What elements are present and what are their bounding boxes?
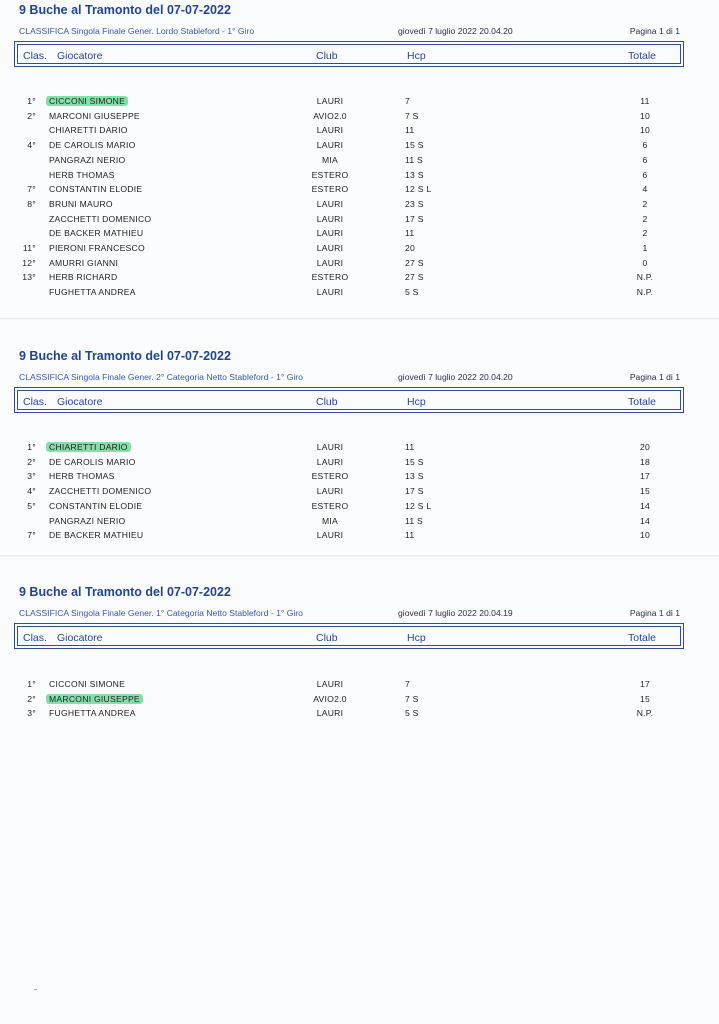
row-position: 1° (27, 679, 36, 689)
row-hcp: 11 (405, 530, 415, 541)
row-position: 2° (27, 110, 36, 121)
row-player: ZACCHETTI DOMENICO (49, 486, 152, 497)
table-row (0, 125, 719, 140)
table-row (0, 214, 719, 229)
row-total: 2 (642, 213, 648, 224)
table-row (0, 708, 719, 723)
row-player: CICCONI SIMONE (46, 96, 128, 106)
table-row (0, 501, 719, 516)
table-row (0, 96, 719, 111)
row-club: LAURI (316, 96, 344, 106)
header-clas: Clas. (23, 632, 47, 644)
row-player: PANGRAZI NERIO (49, 154, 126, 165)
report-date: giovedì 7 luglio 2022 20.04.20 (398, 372, 513, 382)
report-title: 9 Buche al Tramonto del 07-07-2022 (19, 3, 231, 17)
row-total: 2 (642, 198, 648, 209)
row-club: ESTERO (311, 471, 349, 482)
table-row (0, 111, 719, 126)
row-total: 20 (639, 442, 651, 452)
row-hcp: 11 (405, 228, 415, 239)
row-total: 1 (642, 243, 648, 253)
table-row (0, 471, 719, 486)
row-player: HERB RICHARD (49, 272, 118, 283)
row-player: PIERONI FRANCESCO (49, 243, 145, 253)
row-player: MARCONI GIUSEPPE (49, 110, 140, 121)
row-position: 7° (27, 530, 36, 541)
table-row (0, 516, 719, 531)
row-hcp: 7 (405, 96, 411, 106)
report-subtitle: CLASSIFICA Singola Finale Gener. 1° Categoria Netto Stableford - 1° Giro (19, 608, 303, 618)
header-giocatore: Giocatore (57, 396, 103, 408)
page-number: Pagina 1 di 1 (629, 26, 680, 36)
header-giocatore: Giocatore (57, 632, 103, 644)
row-club: LAURI (316, 198, 344, 209)
row-club: AVIO2.0 (313, 110, 347, 121)
report-date: giovedì 7 luglio 2022 20.04.20 (398, 26, 513, 36)
scan-speck (34, 989, 37, 990)
header-hcp: Hcp (407, 632, 426, 644)
row-hcp: 11 S (405, 154, 424, 165)
row-total: 10 (639, 125, 651, 136)
table-row (0, 258, 719, 273)
row-position: 11° (22, 243, 36, 253)
row-hcp: 15 S (405, 456, 424, 467)
row-total: 15 (639, 486, 651, 497)
row-hcp: 12 S L (405, 500, 432, 511)
header-clas: Clas. (23, 396, 47, 408)
row-hcp: 7 S (405, 110, 419, 121)
row-hcp: 15 S (405, 140, 424, 151)
row-hcp: 17 S (405, 213, 424, 224)
row-total: 11 (640, 96, 650, 106)
row-position: 5° (27, 500, 36, 511)
table-row (0, 228, 719, 243)
row-club: LAURI (316, 140, 344, 151)
table-row (0, 694, 719, 709)
table-row (0, 442, 719, 457)
row-hcp: 13 S (405, 169, 424, 180)
header-totale: Totale (628, 50, 657, 62)
row-position: 3° (27, 708, 36, 719)
row-position: 3° (27, 471, 36, 482)
row-hcp: 27 S (405, 272, 424, 283)
row-position: 4° (27, 486, 36, 497)
row-player: CONSTANTIN ELODIE (49, 184, 143, 195)
row-player: BRUNI MAURO (49, 198, 113, 209)
row-club: LAURI (316, 287, 344, 298)
row-hcp: 11 S (405, 515, 424, 526)
row-hcp: 7 (405, 679, 411, 689)
row-position: 2° (27, 693, 36, 704)
report-title: 9 Buche al Tramonto del 07-07-2022 (19, 349, 231, 363)
header-hcp: Hcp (407, 50, 426, 62)
row-position: 1° (27, 442, 36, 452)
report-date: giovedì 7 luglio 2022 20.04.19 (398, 608, 513, 618)
row-player: HERB THOMAS (49, 471, 115, 482)
row-hcp: 20 (405, 243, 416, 253)
row-player: HERB THOMAS (49, 169, 115, 180)
row-total: N.P. (636, 708, 654, 719)
row-position: 13° (22, 272, 36, 283)
row-total: N.P. (636, 272, 654, 283)
row-hcp: 7 S (405, 693, 419, 704)
table-row (0, 272, 719, 287)
table-row (0, 530, 719, 545)
page-number: Pagina 1 di 1 (629, 372, 680, 382)
header-totale: Totale (628, 396, 657, 408)
header-club: Club (316, 50, 338, 62)
row-club: LAURI (316, 243, 344, 253)
table-row (0, 457, 719, 472)
row-hcp: 5 S (405, 708, 419, 719)
row-total: 0 (642, 257, 648, 268)
row-hcp: 17 S (405, 486, 424, 497)
row-total: 10 (639, 530, 651, 541)
table-header (14, 623, 684, 649)
row-total: 18 (639, 456, 651, 467)
row-club: MIA (321, 154, 339, 165)
header-hcp: Hcp (407, 396, 426, 408)
row-total: 14 (639, 515, 651, 526)
header-totale: Totale (628, 632, 657, 644)
table-row (0, 184, 719, 199)
table-row (0, 155, 719, 170)
row-player: MARCONI GIUSEPPE (46, 694, 143, 704)
row-club: MIA (321, 515, 339, 526)
row-club: AVIO2.0 (313, 693, 347, 704)
row-player: FUGHETTA ANDREA (49, 287, 136, 298)
row-club: LAURI (316, 456, 344, 467)
table-row (0, 199, 719, 214)
row-position: 4° (27, 140, 36, 151)
row-total: 17 (639, 471, 651, 482)
row-player: AMURRI GIANNI (49, 257, 119, 268)
row-hcp: 12 S L (405, 184, 432, 195)
row-position: 7° (27, 184, 36, 195)
row-club: ESTERO (311, 169, 349, 180)
row-club: LAURI (316, 442, 344, 452)
row-total: 17 (639, 679, 651, 689)
row-total: 10 (639, 110, 651, 121)
row-hcp: 23 S (405, 198, 424, 209)
header-club: Club (316, 632, 338, 644)
report-title: 9 Buche al Tramonto del 07-07-2022 (19, 585, 231, 599)
row-hcp: 27 S (405, 257, 424, 268)
row-player: CONSTANTIN ELODIE (49, 500, 143, 511)
row-total: 2 (642, 228, 648, 239)
row-total: 6 (642, 154, 648, 165)
row-position: 8° (27, 198, 36, 209)
page-number: Pagina 1 di 1 (629, 608, 680, 618)
header-giocatore: Giocatore (57, 50, 103, 62)
row-total: N.P. (636, 287, 654, 298)
row-position: 12° (22, 257, 36, 268)
table-row (0, 140, 719, 155)
row-player: CHIARETTI DARIO (46, 442, 131, 452)
row-club: LAURI (316, 530, 344, 541)
row-position: 2° (27, 456, 36, 467)
row-hcp: 5 S (405, 287, 419, 298)
row-player: DE BACKER MATHIEU (49, 530, 144, 541)
row-club: LAURI (316, 125, 344, 136)
row-hcp: 13 S (405, 471, 424, 482)
section-divider (0, 555, 719, 557)
row-player: CHIARETTI DARIO (49, 125, 128, 136)
row-club: LAURI (316, 708, 344, 719)
table-header (14, 41, 684, 67)
header-clas: Clas. (23, 50, 47, 62)
row-club: LAURI (316, 679, 344, 689)
row-club: LAURI (316, 486, 344, 497)
report-subtitle: CLASSIFICA Singola Finale Gener. Lordo Stableford - 1° Giro (19, 26, 255, 36)
table-row (0, 287, 719, 302)
table-row (0, 679, 719, 694)
row-total: 6 (642, 169, 648, 180)
row-club: LAURI (316, 228, 344, 239)
header-club: Club (316, 396, 338, 408)
row-total: 6 (642, 140, 648, 151)
table-row (0, 243, 719, 258)
row-player: DE BACKER MATHIEU (49, 228, 144, 239)
row-total: 15 (639, 693, 651, 704)
row-position: 1° (27, 96, 36, 106)
table-header (14, 387, 684, 413)
row-player: DE CAROLIS MARIO (49, 140, 136, 151)
row-player: PANGRAZI NERIO (49, 515, 126, 526)
row-hcp: 11 (405, 125, 415, 136)
row-hcp: 11 (405, 442, 415, 452)
row-club: LAURI (316, 213, 344, 224)
row-club: ESTERO (311, 500, 349, 511)
row-player: FUGHETTA ANDREA (49, 708, 136, 719)
row-total: 4 (642, 184, 648, 195)
row-club: ESTERO (311, 184, 349, 195)
row-club: LAURI (316, 257, 344, 268)
table-row (0, 170, 719, 185)
row-player: DE CAROLIS MARIO (49, 456, 136, 467)
row-total: 14 (639, 500, 651, 511)
report-subtitle: CLASSIFICA Singola Finale Gener. 2° Categoria Netto Stableford - 1° Giro (19, 372, 303, 382)
table-row (0, 486, 719, 501)
row-player: ZACCHETTI DOMENICO (49, 213, 152, 224)
section-divider (0, 318, 719, 320)
row-club: ESTERO (311, 272, 349, 283)
row-player: CICCONI SIMONE (49, 679, 126, 689)
